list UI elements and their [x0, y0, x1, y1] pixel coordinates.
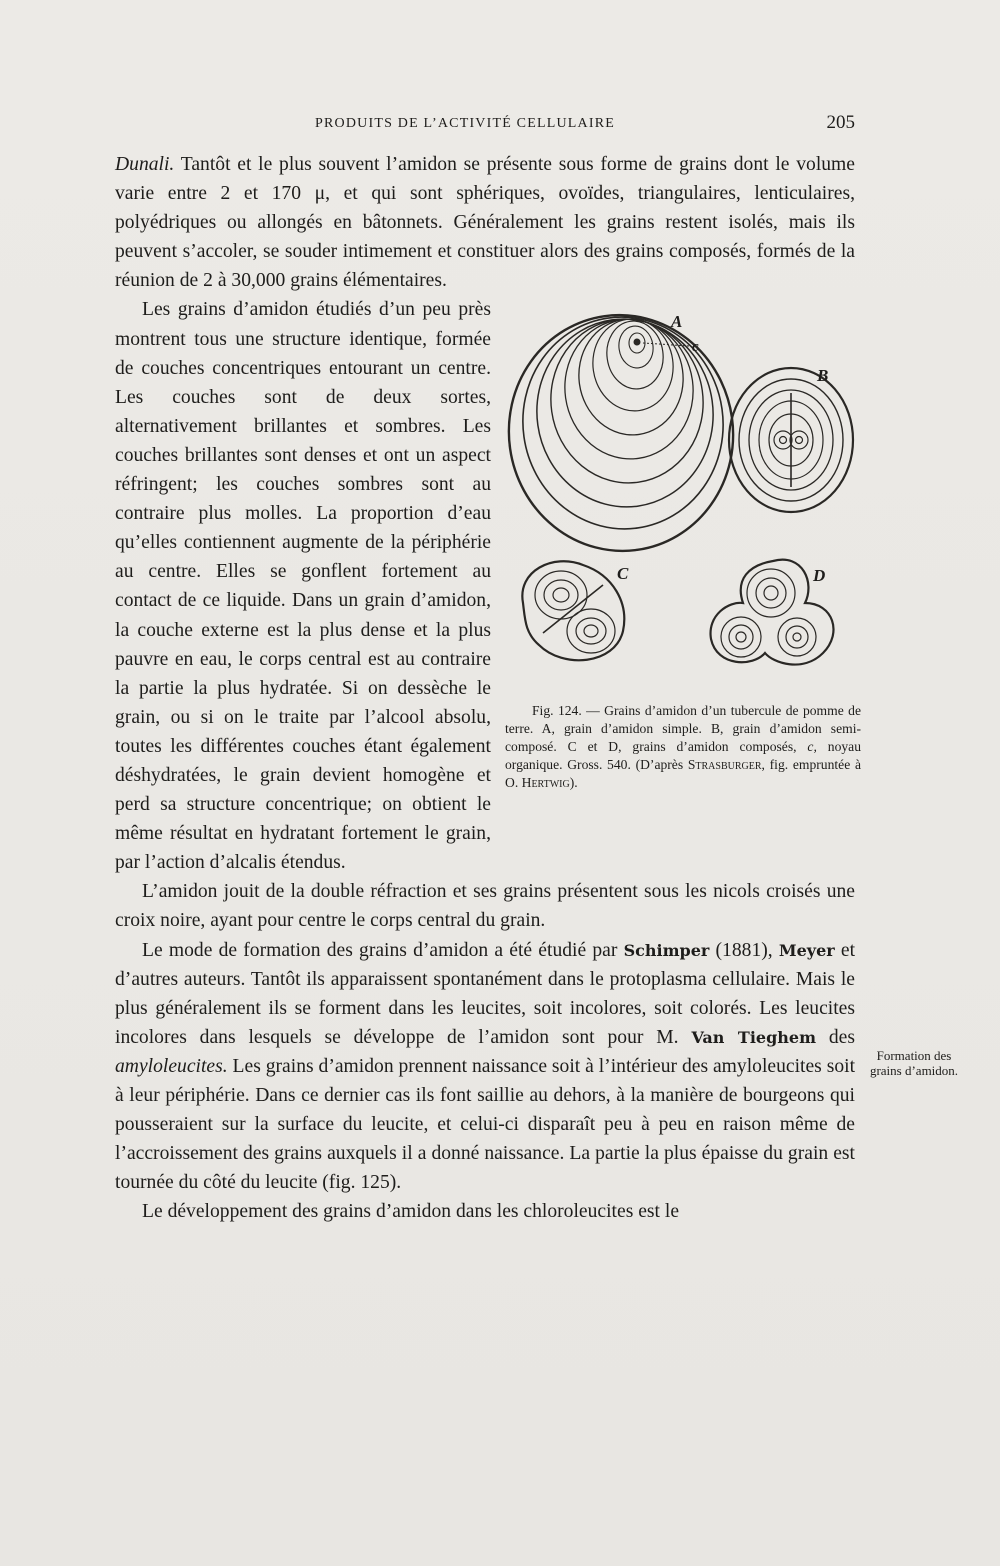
caption-hertwig: Hertwig [521, 775, 570, 791]
name-meyer: Meyer [778, 940, 835, 960]
paragraph-4-a: Le mode de formation des grains d’amidon a été étudié par [142, 939, 618, 961]
paragraph-2-text: Les grains d’amidon étudiés d’un peu près montrent tous une structure identique, formée de couches concentriques entourant un centre. Les couches sont de deux sortes, alternativement brillantes et sombres. Les couches brillantes sont denses et ont un aspect réfringent; les couches sombres sont au contraire plus molles. La proportion d’eau qu’elles contiennent augmente de la périphérie au centre. Elles se gonflent fortement au contact de ce liquide. Dans un grain d’amidon, la couche externe est la plus dense et la plus pauvre en eau, le corps central est au contraire la partie la plus hydratée. Si on dessèche le grain, ou si on le traite par l’alcool absolu, toutes les différentes couches étant également déshydratées, le grain devient homogène et perd sa structure concentrique; on obtient le même résultat en hydratant fortement le grain, par l’action d’alcalis étendus. [115, 299, 491, 874]
body-text [115, 150, 861, 1226]
label-b: B [817, 366, 829, 386]
paragraph-1-lead: Dunali. [115, 154, 175, 175]
label-c-lower: c [692, 339, 699, 356]
label-c-upper: C [617, 564, 629, 584]
page-number: 205 [826, 112, 855, 133]
grain-a [503, 303, 748, 565]
label-d: D [813, 566, 826, 586]
caption-strasburger: Strasburger [687, 757, 762, 773]
paragraph-1 [115, 150, 855, 295]
paragraph-4-e: Les grains d’amidon prennent naissance soit à l’intérieur des amyloleucites soit à leur périphérie. Dans ce dernier cas ils font saillie au dehors, à la manière de bourgeons qui pousseraient sur la surface du leucite, et celui-ci disparaît peu à peu en raison même de l’accroissement des grains auxquels il a donné naissance. La partie la plus épaisse du grain est tournée du côté du leucite (fig. 125). [115, 1055, 856, 1194]
paragraph-4-d: des [828, 1026, 855, 1048]
running-head [115, 112, 855, 140]
paragraph-3: L’amidon jouit de la double réfraction et ses grains présentent sous les nicols croisés une croix noire, ayant pour centre le corps central du grain. [115, 881, 855, 932]
caption-text-end: ). [569, 775, 578, 791]
label-a: A [671, 312, 683, 332]
figure-124 [503, 303, 865, 858]
running-title: PRODUITS DE L’ACTIVITÉ CELLULAIRE [315, 116, 616, 131]
name-schimper: Schimper [623, 940, 710, 960]
caption-text-b: noyau organique. Gross. 540. (D’après [505, 739, 861, 773]
paragraph-5: Le développement des grains d’amidon dans les chloroleucites est le [142, 1201, 680, 1223]
name-van-tieghem: Van Tieghem [691, 1027, 817, 1047]
caption-text-mid: , fig. empruntée à O. [505, 757, 861, 791]
paragraph-4-b: (1881), [715, 939, 773, 961]
paragraph-4 [115, 936, 855, 1198]
caption-text-a: — Grains d’amidon d’un tubercule de pomme de terre. A, grain d’amidon simple. B, grain d’amidon semi-composé. C et D, grains d’amidon composés, [505, 703, 861, 755]
margin-note: Formation des grains d’amidon. [869, 1048, 959, 1078]
paragraph-4-c: et d’autres auteurs. Tantôt ils apparaissent spontanément dans le protoplasma cellulaire. Mais le plus généralement ils se forment dans les leucites, soit incolores, soit colorés. Les leucites incolores dans lesquels se développe de l’amidon sont pour M. [115, 939, 856, 1048]
grain-c [522, 562, 624, 661]
term-amyloleucites: amyloleucites. [115, 1055, 228, 1077]
caption-c: c, [807, 739, 817, 755]
starch-grains-illustration [503, 303, 865, 698]
grain-b [729, 368, 853, 512]
caption-lead: Fig. 124. [532, 703, 582, 719]
paragraph-1-text: Tantôt et le plus souvent l’amidon se présente sous forme de grains dont le volume varie entre 2 et 170 μ, et qui sont sphériques, ovoïdes, triangulaires, lenticulaires, polyédriques ou allongés en bâtonnets. Généralement les grains restent isolés, mais ils peuvent s’accoler, se souder intimement et constituer alors des grains composés, formés de la réunion de 2 à 30,000 grains élémentaires. [115, 154, 855, 292]
paragraph-2 [115, 295, 861, 877]
figure-caption [503, 702, 865, 792]
